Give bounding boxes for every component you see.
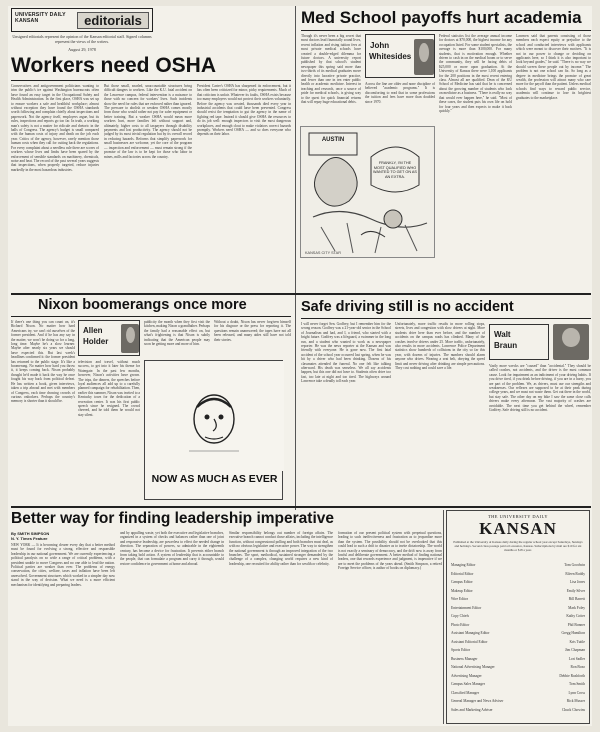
nixon-drawing bbox=[145, 361, 284, 471]
staff-name: Rick Musser bbox=[566, 699, 585, 703]
staff-label: General Manager and News Adviser bbox=[451, 699, 504, 703]
kansan-paper-big: KANSAN bbox=[479, 519, 557, 538]
staff-row bbox=[451, 655, 585, 664]
staff-name: Ron Bozo bbox=[570, 665, 585, 669]
staff-row bbox=[451, 561, 585, 570]
medschool-column-2: Across the line are older and none discipline of believed "academic programs." It is discomforting to read that in some professions the tuition and fees have more than doubled since 1970. bbox=[365, 82, 435, 104]
staff-name: Chuck Chowins bbox=[561, 707, 585, 712]
editorial-cartoon bbox=[300, 126, 435, 258]
osha-body-3: President Carter's OSHA has sharpened its enforcement, but it has often been criticized for minor, picky requirements. bbox=[197, 84, 291, 93]
cartoon-bubble: FRANKLY, I'M THE MOST QUALIFIED WHO WANTED TO GET ON AS AN EXTRA. bbox=[373, 161, 417, 179]
byline-last-name: Whitesides bbox=[369, 52, 412, 61]
masthead-date: August 29, 1978 bbox=[68, 47, 96, 52]
cartoon-drawing bbox=[301, 127, 435, 258]
kansan-publication-notice: Published at the University of Kansas daily during the regular school year except Saturdays, Sundays and holidays. Second class postage paid at Lawrence, Kansas. Subscriptions by mail are $10 for six months or $18 a year. bbox=[453, 541, 583, 552]
staff-label: Assistant Managing Editor bbox=[451, 631, 490, 635]
staff-name: Gregg Hamilton bbox=[561, 631, 585, 635]
columnist-photo bbox=[121, 324, 139, 353]
staff-name: Tom Smith bbox=[568, 682, 585, 686]
leadership-column-3: Similar responsibility belongs out number of foreign affairs. The executive branch cannot conduct those affairs, including the intelligence function, without congressional polling and both branches must deal, as with no obvious legislative and executive power. The way to strengthen the national government is through an improved integration of the two branches. The sport, methodical, sustained stronger demanded by the challenge of a complex, changing world requires a new kind of leadership, one recruited for ability rather than for wealth or celebrity. bbox=[229, 531, 333, 566]
staff-label: Classified Manager bbox=[451, 690, 480, 695]
divider bbox=[11, 293, 591, 295]
staff-name: Kris Tuttle bbox=[569, 639, 585, 644]
staff-name: Kathy Cotter bbox=[566, 614, 585, 618]
staff-row bbox=[451, 604, 585, 613]
staff-name: Lisa Jones bbox=[569, 580, 585, 584]
staff-row bbox=[451, 663, 585, 672]
divider bbox=[443, 510, 444, 724]
medschool-column-4: Lawmen said that parents consisting of those members each expect equity or prejudice to the school and conducted interviews with applicants which were meant to discover their motives. "It is not in our power to change or deciding on applicants here, so I think it is also important to look beyond grades," he said. "There is no way we should screen these people out by income." The problem is not one school can fix. So long as a degree in medicine brings the promise of great wealth, the profession will attract many who care more for the payoff than the patient. Unless medical schools find ways to reward public service, academia will continue to lose its brightest graduates to the marketplace. bbox=[516, 34, 591, 100]
divider bbox=[301, 318, 591, 319]
staff-row bbox=[451, 706, 585, 715]
staff-row bbox=[451, 621, 585, 630]
staff-label: Sports Editor bbox=[451, 648, 471, 652]
staff-row bbox=[451, 570, 585, 579]
masthead-paper-name: UNIVERSITY DAILY KANSAN bbox=[15, 12, 66, 24]
newspaper-page bbox=[8, 6, 592, 726]
masthead-description: Unsigned editorials represent the opinion of the Kansan editorial staff. Signed columns represent the views of the writers. bbox=[12, 34, 152, 44]
masthead-section-title: editorials bbox=[77, 12, 149, 29]
staff-label: Entertainment Editor bbox=[451, 605, 482, 610]
nixon-column-1: If there's one thing you can count on, it's Richard Nixon. No matter how hard Americans try, we can't rid ourselves of the former president. And if he has any say in the matter, we won't be doing so for a long, long time. Maybe he's a slow learner. Maybe after nearly six years we should have expected this. But last week's headlines confirmed it: the former president has returned to the public stage. It's like a boomerang. No matter how hard you throw it, it keeps coming back. Nixon probably thought he'd made it back the way he once fought his way back from political defeat. He has written a book, given interviews, taken a trip abroad and met with members of Congress, each time drawing crowds of curious onlookers. Perhaps the country's memory is shorter than it should be. bbox=[11, 320, 75, 404]
staff-label: Editorial Editor bbox=[451, 571, 474, 576]
staff-name: Lynn Cross bbox=[568, 690, 585, 695]
divider bbox=[295, 296, 296, 510]
leadership-byline-source: N. Y. Times Feature bbox=[11, 536, 48, 541]
cartoon-sign: AUSTIN bbox=[321, 137, 345, 143]
braun-byline bbox=[489, 324, 549, 360]
byline-first-name: John bbox=[370, 41, 390, 50]
staff-name: Phil Bonner bbox=[567, 622, 585, 627]
medschool-body: Though it's never been a big secret that most doctors lead financially sound lives, recent inflation and rising tuition fees at most private medical schools have created a double-edged dilemma for future doctors. bbox=[301, 34, 361, 61]
columnist-photo bbox=[414, 39, 434, 75]
leadership-column-4: formation of our present political system with perpetual questions, leading to such ineffectiveness and frustration as to jeopardize more than the system. The possibility should not be overlooked that this could lead to such a drift to disaster as to invite dictatorship. The world is not exactly a seminary of democracy, and the drift now is away from lawful and deliberate government. A better method of finding national leaders, one that rewards experience and judgment, is imperative if we are to meet the problems of the years ahead. (Smith Simpson, a retired Foreign Service officer, is author of books on diplomacy.) bbox=[338, 531, 442, 571]
byline-last-name: Braun bbox=[494, 341, 518, 350]
nixon-intro: If there's one thing you can count on, it's Richard Nixon. bbox=[11, 320, 75, 329]
staff-label: Assistant Editorial Editor bbox=[451, 639, 488, 644]
divider bbox=[11, 80, 291, 81]
staff-label: National Advertising Manager bbox=[451, 665, 495, 669]
columnist-photo bbox=[553, 324, 589, 360]
nixon-column-4: Without a doubt, Nixon has never forgiven himself for his disgrace or the press for reporting it. The questions remain unanswered; the tapes have not all been released, and many aides still have not told their stories. bbox=[214, 320, 291, 342]
staff-row bbox=[451, 680, 585, 689]
staff-label: Photo Editor bbox=[451, 622, 470, 627]
leadership-column-2: and by appalling waste, yet both the executive and legislative branches, organized in a system of checks and balances rather than one of joint and responsive leadership, are powerless to effect the needed change in direction. The separation of powers, so admirable in the eighteenth century, has become a device for frustration. It prevents either branch from taking bold action. A system of leadership that is accountable to the people, that can formulate a program and carry it through, would restore confidence in government at home and abroad. bbox=[120, 531, 224, 566]
safe-headline: Safe driving still is no accident bbox=[301, 299, 514, 315]
staff-row bbox=[451, 578, 585, 587]
divider bbox=[11, 316, 291, 317]
staff-label: Copy Chiefs bbox=[451, 614, 470, 618]
byline-last-name: Holder bbox=[83, 337, 109, 346]
osha-body-2: But those small, snarled, unaccountable structures bring difficult dangers to workers. Like the K.U. fatal accident on the Lawrence campus, federal intervention is a nuisance to those with no concern for workers' lives. bbox=[104, 84, 192, 102]
staff-name: Eileen Roddy bbox=[565, 571, 585, 576]
byline-first-name: Allen bbox=[83, 326, 103, 335]
medschool-column-3: Federal statistics list the average annual income for doctors at $70,000, the highest income for any occupation listed. For some student specialists, the average is more than $100,000. For many students, that is motivation enough. Whether driven to cash in on the medical boom or to serve the community, they will be facing debts of $25,000 or more upon graduation. At the University of Kansas there were 1,100 applicants for the 200 positions in the most recent entering class. Almost all are qualified. Dean of the KU School of Medicine has said that he is concerned about the growing number of students who look on medicine as a business. "There is really no way that would ever happen here," he said. "Most of these cases, the student puts his own life on hold for four years and then expects to make it back quickly." bbox=[439, 34, 512, 113]
staff-row bbox=[451, 587, 585, 596]
staff-label: Business Manager bbox=[451, 656, 478, 661]
nixon-cartoon bbox=[144, 360, 283, 500]
staff-label: Campus Sales Manager bbox=[451, 682, 485, 686]
safe-body: I will never forget Sen. Godfrey, but I remember him for the wrong reason. Godfrey was a 21-year-old senior in the School of Journalism and had, and I, a friend, who started with a bright future. bbox=[301, 322, 391, 340]
staff-row bbox=[451, 697, 585, 706]
staff-row bbox=[451, 629, 585, 638]
staff-row bbox=[451, 595, 585, 604]
kansan-paper-small: THE UNIVERSITY DAILY bbox=[487, 514, 549, 519]
staff-label: Campus Editor bbox=[451, 580, 473, 584]
leadership-headline: Better way for finding leadership imperative bbox=[11, 510, 334, 527]
osha-headline: Workers need OSHA bbox=[11, 54, 217, 77]
byline-first-name: Walt bbox=[494, 330, 511, 339]
leadership-column-1: NEW YORK — It is becoming clearer every day that a better method must be found for evolving a strong, effective and responsible leadership in our national government. We are currently experiencing a political paralysis on so wide a range of critical problems, with a president unable to move Congress and no one able to lead the nation. Political parties are weaker than ever. The problems of energy conservation, the cities, welfare, taxes and inflation have been left unresolved. Government structures which worked in a simpler day now stand in the way of decision. What we need is a more efficient mechanism for identifying and preparing leaders. bbox=[11, 543, 115, 587]
leadership-byline bbox=[11, 531, 115, 541]
leadership-body: NEW YORK — It is becoming clearer every day that a better method must be found for evolving a strong, effective and responsible leadership in our national government. bbox=[11, 543, 115, 556]
medschool-column-1: Though it's never been a big secret that most doctors lead financially sound lives, recent inflation and rising tuition fees at most private medical schools have created a double-edged dilemma for future doctors. A university report published by that school's student newspaper this spring said more than two-thirds of its medical graduates move directly into lucrative private practice, and fewer than one in ten enter public health or academic medicine. Interest in teaching and research, once a source of pride for medical schools, is giving way to the quest for quick financial returns that will repay huge educational debts. bbox=[301, 34, 361, 105]
staff-label: Wire Editor bbox=[451, 597, 468, 601]
divider bbox=[11, 506, 591, 508]
kansan-staff-box bbox=[446, 510, 590, 724]
nixon-cartoon-caption: NOW AS MUCH AS EVER bbox=[151, 473, 278, 485]
safe-column-1: I will never forget Sen. Godfrey, but I remember him for the wrong reason. Godfrey was a 21-year-old senior in the School of Journalism and had, and I, a friend, who started with a bright future. Godfrey was a lifeguard, a swimmer in the long run, and a student who wanted to work as a newspaper reporter. He was the news reporter at the Kansan and was friendly with everyone. He is gone now. The first fatal accident of the school year occurred last spring, when he was hit by a driver who had been drinking. Dozens of his classmates attended the funeral. No one felt like talking afterward. His death was senseless. We all say accidents happen, but this one did not have to. Students often drive too fast, too late at night and too tired. The highways around Lawrence take a deadly toll each year. bbox=[301, 322, 391, 384]
nixon-column-3: publicity the month when they first visit the kitchen, making Nixon a grandfather. Perhaps the family had a reasonable effect on, but what's frightening is that Nixon is subtly indicating that the American people may soon be getting more and more of him. bbox=[144, 320, 210, 347]
staff-row bbox=[451, 612, 585, 621]
osha-column-1: Conservatives and antigovernment politicians wanting to trim the public's ire against Washington bureaucrats often have found an easy target in the Occupational Safety and Health Administration. In the first place, OSHA was set up to ensure workers a safe and healthful workplace; almost without exception they have found the OSHA standards worth following and complain chiefly about inspections and paperwork. Not the agency itself, employers argue, but its rules, inspections and reports go too far. In truth, a working man's safety is not a matter for ridicule and rhetoric in the halls of Congress. The agency's budget is small compared with the human costs of injury and death on the job each year. Critics of the agency, however, rarely mention those human costs when they call for cutting back the regulations. For every complaint about a needless rule there are scores of workers whose lives and limbs have been spared by the enforcement of sensible standards on machinery, chemicals, noise and heat. The record of the past several years suggests that inspections, when properly targeted, reduce injuries markedly in the most hazardous industries. bbox=[11, 84, 99, 172]
safe-column-3: Vastly more wrecks are "caused" than "accidental." They should be called crashes, not accidents, and the driver is the most common cause. Look for impairment as an indictment of your driving habits. If you drive tired, if you drink before driving, if you are in a hurry, you are part of the problem. We, as drivers, must use our strengths and weaknesses. Our reflexes are supposed to be at their peak during college years, and we must not waste them. Get out there in the world, but stay safe. The other day on my bike I saw the same close calls drivers make every afternoon. The vast majority of crashes are avoidable. The next time you get behind the wheel, remember Godfrey. Safe driving still is no accident. bbox=[489, 364, 591, 413]
nixon-headline: Nixon boomerangs once more bbox=[38, 297, 247, 313]
staff-name: Tom Goodwin bbox=[564, 563, 585, 567]
nixon-column-2: television and travel, without much success, to get into it later his theme for Watergate. In the past few months, however, Nixon's activities have grown. The trips, the dinners, the speeches before loyal audiences all add up to a carefully planned campaign for rehabilitation. Then, earlier this summer, Nixon was invited to a Kentucky town for the dedication of a recreation center. It was his first public speech since he resigned. The crowd cheered, and he told them he would not stay silent. bbox=[78, 360, 140, 417]
staff-name: Lori Sadler bbox=[568, 656, 585, 661]
osha-lead: Conservatives and antigovernment politicians wanting to trim the public's ire against Washington bureaucrats often have found an easy target in the Occupational Safety and Health Administration. bbox=[11, 84, 99, 102]
holder-byline bbox=[78, 320, 140, 356]
osha-column-2: But those small, snarled, unaccountable structures bring difficult dangers to workers. Like the K.U. fatal accident on the Lawrence campus, federal intervention is a nuisance to those with no concern for workers' lives. Such incidents show the need for rules that are enforced rather than ignored. The pressure to abolish or weaken OSHA comes mostly from those who would rather not pay for safer equipment or better training. But a weaker OSHA would mean more workers hurt, more families left without support and, ultimately, higher costs to all taxpayers through disability payments and lost productivity. The agency should not be judged by its most trivial regulation but by its overall record in reducing hazards. Reforms that simplify paperwork for small businesses are welcome, yet the core of the program — inspection and enforcement — must remain strong if the promise of the law is to be kept for those who labor in mines, mills and factories across the country. bbox=[104, 84, 192, 159]
staff-name: Jim Chapman bbox=[565, 648, 585, 652]
osha-column-3: President Carter's OSHA has sharpened its enforcement, but it has often been criticized for minor, picky requirements. Much of that criticism is unfair. Whatever its faults, OSHA exists because too many employers would not protect their workers voluntarily. Before the agency was created, thousands died every year in industrial accidents that could have been prevented. Congress should resist the temptation to gut the agency in the name of fighting red tape. Instead it should give OSHA the resources to do its job well: enough inspectors to visit the most dangerous workplaces, and enough clout to make violators correct hazards promptly. Workers need OSHA — and so does everyone who depends on their labor. bbox=[197, 84, 291, 137]
staff-row bbox=[451, 646, 585, 655]
nixon-body: No matter how hard Americans try, we can't rid ourselves of the former president. And if he has any say in the matter, we won't be doing so for a long, long time. bbox=[11, 324, 75, 347]
leadership-byline-author: By SMITH SIMPSON bbox=[11, 531, 50, 536]
safe-column-2: Unfortunately, more traffic results in more rolling stops, streets, lives and congestion with slow drivers at night. More students drive here than ever before, and the number of accidents on the campus roads has climbed. Many of the crashes involve drivers under 25. More traffic, unfortunately, also results in more accidents. Lawrence Police Department statistics show hundreds of collisions in the city so far this year, with dozens of injuries. The numbers should alarm anyone who drives. Wearing a seat belt, obeying the speed limit and never driving after drinking are simple precautions. They cost nothing and could save a life. bbox=[395, 322, 485, 371]
staff-row bbox=[451, 689, 585, 698]
staff-row bbox=[451, 672, 585, 681]
cartoon-caption: KANSAS CITY STAR bbox=[305, 251, 341, 255]
staff-name: Emily Silver bbox=[566, 588, 585, 593]
staff-label: Managing Editor bbox=[451, 563, 476, 567]
staff-name: Mark Foley bbox=[568, 605, 585, 610]
staff-name: Debbie Rushforth bbox=[559, 673, 585, 678]
staff-label: Makeup Editor bbox=[451, 588, 473, 593]
medschool-headline: Med School payoffs hurt academia bbox=[301, 8, 582, 27]
staff-name: Bill Barrett bbox=[568, 597, 585, 601]
kansan-staff-list bbox=[451, 561, 585, 714]
staff-label: Sales and Marketing Adviser bbox=[451, 707, 493, 712]
divider bbox=[301, 30, 591, 31]
staff-row bbox=[451, 638, 585, 647]
staff-label: Advertising Manager bbox=[451, 673, 482, 678]
whitesides-byline bbox=[365, 34, 435, 78]
editorial-masthead bbox=[11, 8, 153, 32]
